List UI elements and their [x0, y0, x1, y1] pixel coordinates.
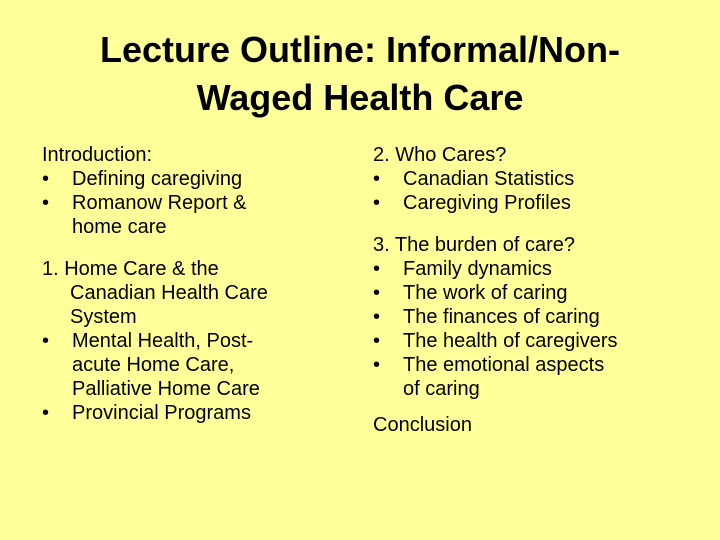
section-2-item-canadian-statistics: • Canadian Statistics — [373, 168, 575, 190]
slide-title-line2: Waged Health Care — [196, 77, 524, 118]
bullet-icon: • — [373, 282, 381, 304]
section-1-item-provincial-programs: • Provincial Programs — [42, 402, 251, 424]
section-3-item-work-of-caring: • The work of caring — [373, 282, 568, 304]
bullet-icon: • — [42, 402, 50, 424]
bullet-icon: • — [42, 192, 50, 214]
bullet-icon: • — [373, 354, 381, 376]
section-2-item-caregiving-profiles: • Caregiving Profiles — [373, 192, 571, 214]
section-1-item-mental-health: • Mental Health, Post- acute Home Care, Palliative Home Care — [42, 330, 260, 400]
bullet-icon: • — [373, 306, 381, 328]
bullet-icon: • — [373, 192, 381, 214]
bullet-icon: • — [42, 168, 50, 190]
section-2-heading: 2. Who Cares? — [373, 144, 507, 166]
right-column — [373, 143, 693, 437]
section-3-item-health-of-caregivers: • The health of caregivers — [373, 330, 618, 352]
bullet-icon: • — [373, 330, 381, 352]
section-3-item-family-dynamics: • Family dynamics — [373, 258, 552, 280]
intro-item-romanow-report: • Romanow Report & home care — [42, 192, 247, 238]
conclusion-heading: Conclusion — [373, 414, 472, 436]
bullet-icon: • — [373, 258, 381, 280]
bullet-icon: • — [42, 330, 50, 352]
bullet-icon: • — [373, 168, 381, 190]
section-1-heading: 1. Home Care & the Canadian Health Care System — [42, 258, 268, 328]
section-3-item-emotional-aspects: • The emotional aspects of caring — [373, 354, 605, 400]
slide-title — [40, 26, 680, 122]
intro-item-defining-caregiving: • Defining caregiving — [42, 168, 243, 190]
section-3-heading: 3. The burden of care? — [373, 234, 575, 256]
slide-title-line1: Lecture Outline: Informal/Non- — [99, 29, 620, 70]
section-3-item-finances-of-caring: • The finances of caring — [373, 306, 600, 328]
intro-heading: Introduction: — [42, 144, 153, 166]
left-column — [42, 143, 342, 425]
